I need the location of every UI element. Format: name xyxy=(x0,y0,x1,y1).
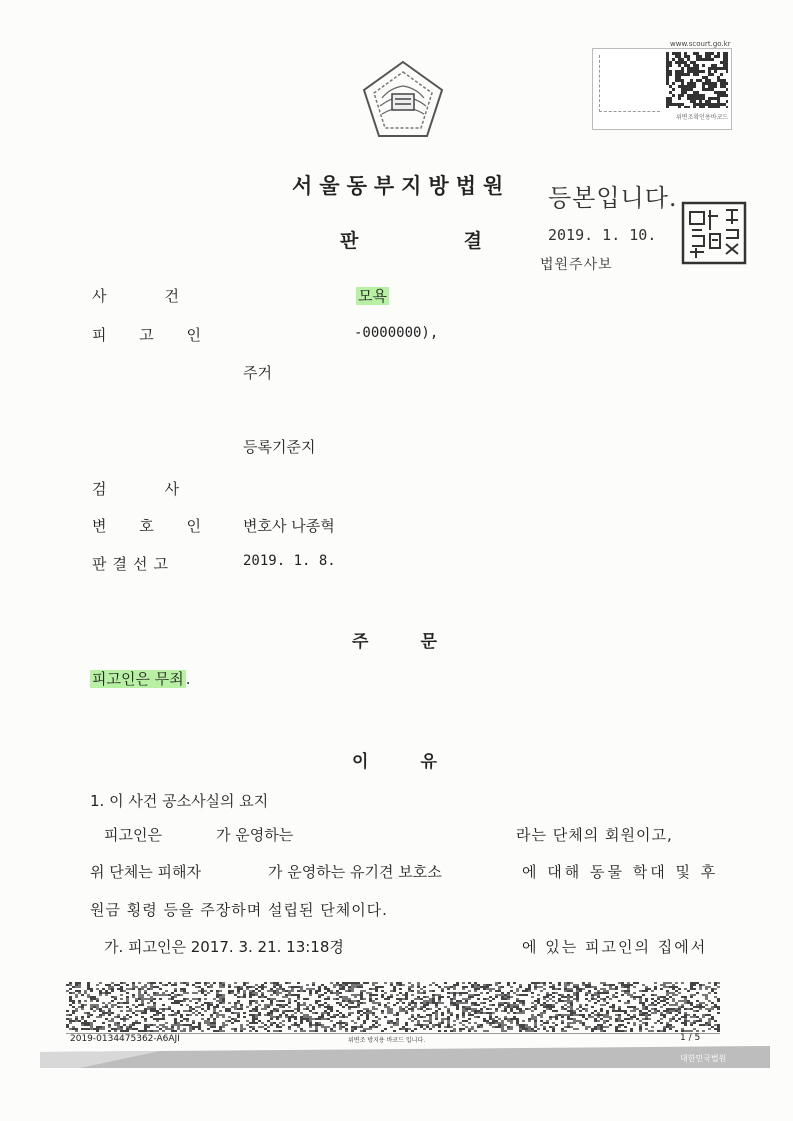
court-emblem-icon xyxy=(360,58,446,140)
reason-line4-b: 에 있는 피고인의 집에서 xyxy=(522,938,708,956)
reason-line3: 원금 횡령 등을 주장하며 설립된 단체이다. xyxy=(90,901,388,919)
footer-strip xyxy=(40,1046,770,1068)
counsel-label: 변 호 인 xyxy=(92,517,216,535)
qr-code-icon xyxy=(666,52,728,108)
barcode-caption: 위변조확인용바코드 xyxy=(676,114,729,121)
document-title-right: 결 xyxy=(463,230,482,252)
section1-title: 1. 이 사건 공소사실의 요지 xyxy=(90,792,269,810)
reason-line4-a: 가. 피고인은 2017. 3. 21. 13:18경 xyxy=(104,938,344,956)
defendant-label: 피 고 인 xyxy=(92,326,216,344)
certification-officer: 법원주사보 xyxy=(540,257,613,273)
reason-line1-b: 가 운영하는 xyxy=(216,826,294,844)
page-number: 1 / 5 xyxy=(680,1033,701,1043)
counsel-value: 변호사 나종혁 xyxy=(243,517,335,535)
registered-domicile-label: 등록기준지 xyxy=(243,438,316,456)
certification-date: 2019. 1. 10. xyxy=(548,226,657,244)
document-number: 2019-0134475362-A6AJI xyxy=(70,1034,180,1044)
reason-line1-a: 피고인은 xyxy=(104,826,162,844)
anti-forgery-pattern xyxy=(66,982,720,1032)
case-value: 모욕 xyxy=(358,287,387,305)
defendant-value: -0000000), xyxy=(354,325,439,341)
section-heading-reason: 이 유 xyxy=(352,752,437,772)
certification-text: 등본입니다. xyxy=(548,184,678,212)
barcode-url: www.scourt.go.kr xyxy=(670,40,731,48)
verdict: 피고인은 무죄 . xyxy=(92,670,191,688)
case-label: 사건 xyxy=(92,287,179,305)
sentence-date-label: 판결선고 xyxy=(92,555,174,573)
reason-line2-b: 가 운영하는 유기견 보호소 xyxy=(268,863,442,881)
document-title xyxy=(340,226,482,253)
court-name: 서울동부지방법원 xyxy=(292,174,511,198)
section-heading-main: 주 문 xyxy=(352,632,437,652)
reason-line2-a: 위 단체는 피해자 xyxy=(90,863,201,881)
official-seal-icon xyxy=(680,200,748,266)
footer-organization: 대한민국법원 xyxy=(680,1054,727,1063)
document-title-left: 판 xyxy=(340,230,359,252)
prosecutor-label: 검사 xyxy=(92,480,179,498)
residence-label: 주거 xyxy=(243,364,272,382)
verdict-highlight: 피고인은 무죄 xyxy=(92,670,184,688)
footer-note: 위변조 방지용 바코드 입니다. xyxy=(348,1037,426,1044)
sentence-date-value: 2019. 1. 8. xyxy=(243,553,336,569)
reason-line2-c: 에 대해 동물 학대 및 후 xyxy=(522,863,719,881)
reason-line1-c: 라는 단체의 회원이고, xyxy=(516,826,673,844)
